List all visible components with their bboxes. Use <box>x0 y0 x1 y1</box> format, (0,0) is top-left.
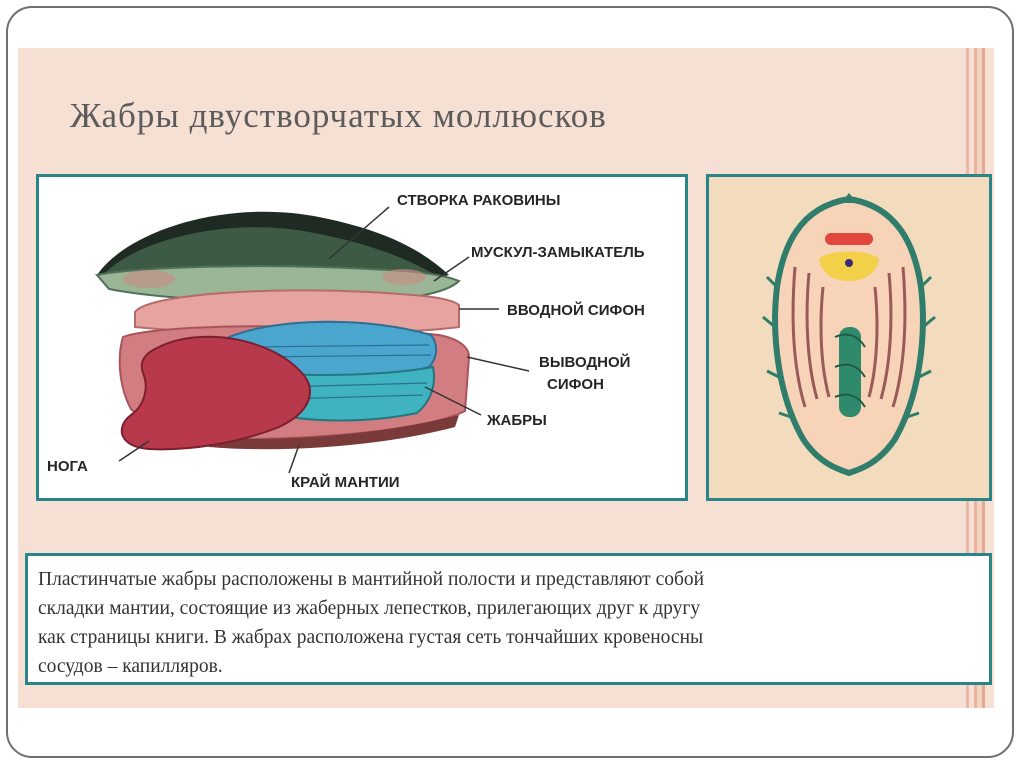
cross-section-illustration <box>709 177 989 498</box>
description-line-2: складки мантии, состоящие из жаберных лепестков, прилегающих друг к другу <box>38 598 701 619</box>
description-line-1: Пластинчатые жабры расположены в мантийной полости и представляют собой <box>38 569 705 590</box>
mussel-illustration <box>39 177 685 498</box>
description-line-4: сосудов – капилляров. <box>38 656 223 677</box>
label-exhalant-siphon-line1: ВЫВОДНОЙ <box>539 354 631 371</box>
label-inhalant-siphon: ВВОДНОЙ СИФОН <box>507 302 645 319</box>
label-gills: ЖАБРЫ <box>487 412 547 429</box>
label-foot: НОГА <box>47 458 88 475</box>
cross-section-diagram <box>706 174 992 501</box>
label-adductor: МУСКУЛ-ЗАМЫКАТЕЛЬ <box>471 244 645 261</box>
label-exhalant-siphon-line2: СИФОН <box>547 376 604 393</box>
description-box <box>25 553 992 685</box>
slide-title: Жабры двустворчатых моллюсков <box>70 96 607 135</box>
label-shell-valve: СТВОРКА РАКОВИНЫ <box>397 192 561 209</box>
mussel-anatomy-diagram <box>36 174 688 501</box>
label-mantle-edge: КРАЙ МАНТИИ <box>291 474 400 491</box>
shell-valve <box>97 212 459 303</box>
description-line-3: как страницы книги. В жабрах расположена густая сеть тончайших кровеносны <box>38 627 704 648</box>
